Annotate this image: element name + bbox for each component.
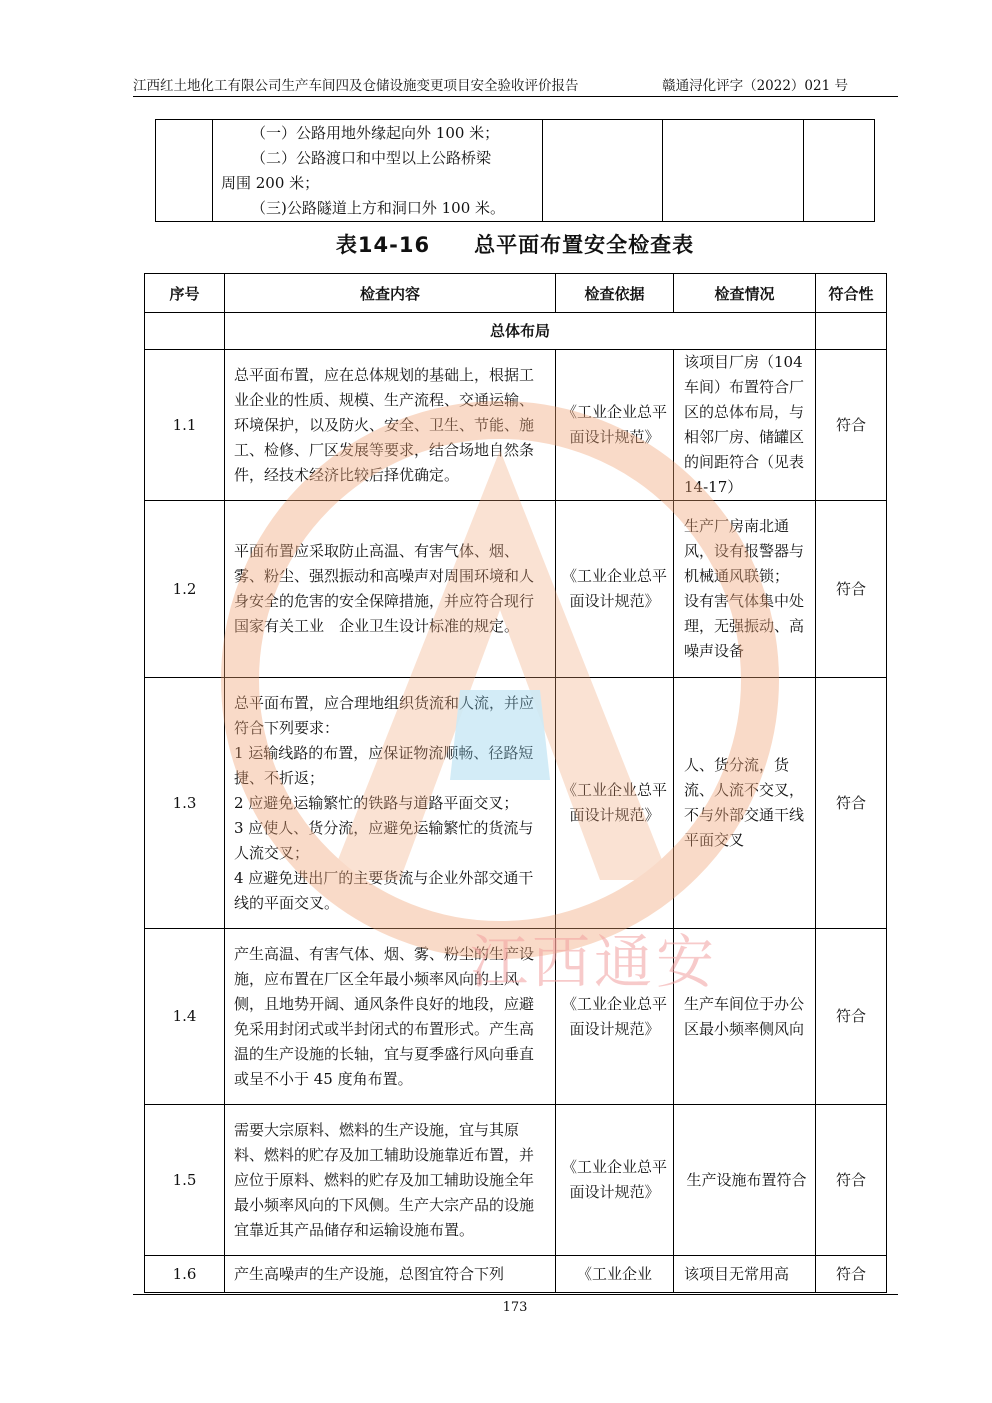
page-number: 173 <box>502 1300 528 1315</box>
col-header-result: 符合性 <box>816 274 887 313</box>
table-row <box>145 1105 887 1256</box>
section-row <box>145 313 887 350</box>
table-row <box>145 1256 887 1293</box>
row-basis: 《工业企业总平面设计规范》 <box>556 1105 674 1256</box>
page-header <box>133 78 898 97</box>
row-status: 人、货分流，货流、人流不交叉，不与外部交通干线平面交叉 <box>674 678 816 929</box>
report-number: 赣通浔化评字（2022）021 号 <box>662 78 848 94</box>
row-status: 生产车间位于办公区最小频率侧风向 <box>674 929 816 1105</box>
row-content: 平面布置应采取防止高温、有害气体、烟、雾、粉尘、强烈振动和高噪声对周围环境和人身安全的危害的安全保障措施，并应符合现行国家有关工业 企业卫生设计标准的规定。 <box>225 501 556 678</box>
row-result: 符合 <box>816 501 887 678</box>
col-header-status: 检查情况 <box>674 274 816 313</box>
row-content: 产生高温、有害气体、烟、雾、粉尘的生产设施，应布置在厂区全年最小频率风向的上风侧，且地势开阔、通风条件良好的地段，应避免采用封闭式或半封闭式的布置形式。产生高温的生产设施的长轴，宜与夏季盛行风向垂直或呈不小于 45 度角布置。 <box>225 929 556 1105</box>
continued-cell-status <box>663 120 804 222</box>
col-header-content: 检查内容 <box>225 274 556 313</box>
row-no: 1.5 <box>145 1105 225 1256</box>
continued-cell-content <box>213 120 543 222</box>
continued-line-2: （二）公路渡口和中型以上公路桥梁 <box>251 149 492 167</box>
row-content: 需要大宗原料、燃料的生产设施，宜与其原料、燃料的贮存及加工辅助设施靠近布置，并应位于原料、燃料的贮存及加工辅助设施全年最小频率风向的下风侧。生产大宗产品的设施宜靠近其产品储存和运输设施布置。 <box>225 1105 556 1256</box>
row-no: 1.1 <box>145 350 225 501</box>
row-no: 1.4 <box>145 929 225 1105</box>
row-basis: 《工业企业总平面设计规范》 <box>556 929 674 1105</box>
layout-check-table <box>144 273 887 1293</box>
watermark-text: 江西通安 <box>470 928 719 996</box>
table-row <box>145 678 887 929</box>
row-status: 该项目无常用高 <box>674 1256 816 1293</box>
col-header-no: 序号 <box>145 274 225 313</box>
row-no: 1.3 <box>145 678 225 929</box>
row-basis: 《工业企业总平面设计规范》 <box>556 678 674 929</box>
continued-cell-basis <box>543 120 663 222</box>
row-content: 总平面布置，应合理地组织货流和人流，并应符合下列要求： 1 运输线路的布置，应保证物流顺畅、径路短捷、不折返； 2 应避免运输繁忙的铁路与道路平面交叉； 3 应使人、货分流，应避免运输繁忙的货流与人流交叉； 4 应避免进出厂的主要货流与企业外部交通干线的平面交叉。 <box>225 678 556 929</box>
table-row <box>145 350 887 501</box>
table-header-row <box>145 274 887 313</box>
continued-line-3: 周围 200 米； <box>221 174 320 192</box>
continued-line-4: （三)公路隧道上方和洞口外 100 米。 <box>251 199 506 217</box>
row-result: 符合 <box>816 1256 887 1293</box>
report-title: 江西红土地化工有限公司生产车间四及仓储设施变更项目安全验收评价报告 <box>133 78 579 94</box>
row-status: 生产厂房南北通风，设有报警器与机械通风联锁； 设有害气体集中处理，无强振动、高噪声设备 <box>674 501 816 678</box>
row-result: 符合 <box>816 350 887 501</box>
row-status: 该项目厂房（104 车间）布置符合厂区的总体布局，与相邻厂房、储罐区的间距符合（见表 14-17） <box>674 350 816 501</box>
row-result: 符合 <box>816 1105 887 1256</box>
col-header-basis: 检查依据 <box>556 274 674 313</box>
table-title: 表14-16 总平面布置安全检查表 <box>335 233 695 257</box>
row-basis: 《工业企业 <box>556 1256 674 1293</box>
row-result: 符合 <box>816 678 887 929</box>
continued-line-1: （一）公路用地外缘起向外 100 米； <box>251 124 500 142</box>
row-content: 产生高噪声的生产设施，总图宜符合下列 <box>225 1256 556 1293</box>
row-result: 符合 <box>816 929 887 1105</box>
row-basis: 《工业企业总平面设计规范》 <box>556 350 674 501</box>
section-title: 总体布局 <box>225 313 816 350</box>
row-no: 1.2 <box>145 501 225 678</box>
row-no: 1.6 <box>145 1256 225 1293</box>
row-basis: 《工业企业总平面设计规范》 <box>556 501 674 678</box>
table-row <box>145 929 887 1105</box>
row-content: 总平面布置，应在总体规划的基础上，根据工业企业的性质、规模、生产流程、交通运输、环境保护，以及防火、安全、卫生、节能、施工、检修、厂区发展等要求，结合场地自然条件，经技术经济比较后择优确定。 <box>225 350 556 501</box>
continued-table <box>155 119 875 222</box>
continued-cell-no <box>156 120 213 222</box>
continued-cell-result <box>804 120 875 222</box>
footer-rule <box>133 1294 898 1295</box>
row-status: 生产设施布置符合 <box>674 1105 816 1256</box>
table-row <box>145 501 887 678</box>
